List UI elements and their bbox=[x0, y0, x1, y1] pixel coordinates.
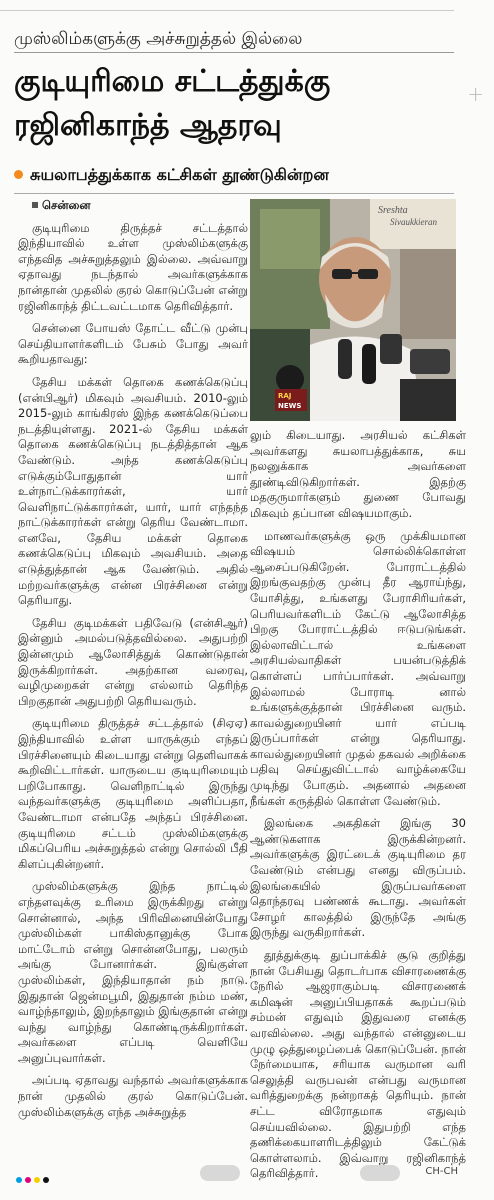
bullet-dot-icon bbox=[14, 170, 23, 179]
paragraph: இலங்கை அகதிகள் இங்கு 30 ஆண்டுகளாக இருக்கின்றனர். அவர்களுக்கு இரட்டைக் குடியுரிமை தர வேண்டும் என்பது எனது விருப்பம். இலங்கையில் இருப்பவர்களை தொந்தரவு பண்ணக் கூடாது. அவர்கள் சோழர் காலத்தில் இருந்தே அங்கு இருந்து வருகிறார்கள். bbox=[250, 816, 466, 940]
headline-line-2: ரஜினிகாந்த் ஆதரவு bbox=[14, 108, 282, 143]
paragraph: சென்னை போயஸ் தோட்ட வீட்டு முன்பு செய்தியாளர்களிடம் பேசும் போது அவர் கூறியதாவது: bbox=[18, 321, 248, 367]
paragraph: குடியுரிமை திருத்தச் சட்டத்தால் (சிஏஏ) இந்தியாவில் உள்ள யாருக்கும் எந்தப் பிரச்சினையும் கிடையாது என்று தெளிவாகக் கூறிவிட்டார்கள். யாருடைய குடியுரிமையும் பறிபோகாது. வெளிநாட்டில் இருந்து வந்தவர்களுக்கு குடியுரிமை அளிப்பதா, வேண்டாமா என்பதே அந்தப் பிரச்சினை. குடியுரிமை சட்டம் முஸ்லிம்களுக்கு மிகப்பெரிய அச்சுறுத்தல் என்று சொல்லி பீதி கிளப்புகின்றனர். bbox=[18, 716, 248, 871]
kicker-line: முஸ்லிம்களுக்கு அச்சுறுத்தல் இல்லை bbox=[14, 26, 454, 53]
black-dot-icon bbox=[43, 1177, 49, 1183]
paragraph: தேசிய மக்கள் தொகை கணக்கெடுப்பு (என்பிஆர்) மிகவும் அவசியம். 2010-லும் 2015-லும் காங்கிரஸ் இந்த கணக்கெடுப்பை நடத்தியுள்ளது. 2021-ல் தேசிய மக்கள் தொகை கணக்கெடுப்பு நடத்தித்தான் ஆக வேண்டும். அந்த கணக்கெடுப்பு எடுக்கும்போதுதான் யார் உள்நாட்டுக்காரர்கள், யார் வெளிநாட்டுக்காரர்கள், யார், யார் எந்தந்த நாட்டுக்காரர்கள் என்று தெரிய வேண்டாமா. எனவே, தேசிய மக்கள் தொகை கணக்கெடுப்பு மிகவும் அவசியம். அதை எடுத்துத்தான் ஆக வேண்டும். அதில் மற்றவர்களுக்கு என்ன பிரச்சினை என்று தெரியாது. bbox=[18, 374, 248, 608]
dateline-text: சென்னை bbox=[42, 198, 91, 212]
mic-label-2: NEWS bbox=[278, 402, 302, 410]
sign-text-2: Sivaukkieran bbox=[390, 217, 437, 227]
registration-mark bbox=[360, 1165, 400, 1181]
paragraph: லும் கிடையாது. அரசியல் கட்சிகள் அவர்களது சுயலாபத்துக்காக, சுய நலனுக்காக அவர்களை தூண்டிவிடுகிறார்கள். இதற்கு மதகுருமார்களும் துணை போவது மிகவும் தப்பான விஷயமாகும். bbox=[250, 428, 466, 520]
plus-icon: + bbox=[467, 82, 484, 106]
headline-line-1: குடியுரிமை சட்டத்துக்கு bbox=[14, 64, 331, 99]
headline bbox=[14, 60, 474, 148]
subheadline-text: சுயலாபத்துக்காக கட்சிகள் தூண்டுகின்றன bbox=[30, 165, 329, 184]
paragraph: தூத்துக்குடி துப்பாக்கிச் சூடு குறித்து நான் பேசியது தொடர்பாக விசாரணைக்கு நேரில் ஆஜராகும்படி விசாரணைக் கமிஷன் அனுப்பியதாகக் கூறப்படும் சம்மன் எதுவும் இதுவரை எனக்கு வரவில்லை. அது வந்தால் என்னுடைய முழு ஒத்துழைப்பைக் கொடுப்பேன். நான் நேர்மையாக, சரியாக வருமான வரி செலுத்தி வருபவன் என்பது வருமான வரித்துறைக்கு நன்றாகத் தெரியும். நான் சட்ட விரோதமாக எதுவும் செய்யவில்லை. இதுபற்றி எந்த தணிக்கையாளரிடத்திலும் கேட்டுக் கொள்ளலாம். இவ்வாறு ரஜினிகாந்த் தெரிவித்தார். bbox=[250, 948, 466, 1181]
paragraph: தேசிய குடிமக்கள் பதிவேடு (என்சிஆர்) இன்னும் அமல்படுத்தவில்லை. அதுபற்றி இன்னமும் ஆலோசித்துக் கொண்டுதான் இருக்கிறார்கள். அதற்கான வரைவு, வழிமுறைகள் என்று எல்லாம் தெரிந்த பிறகுதான் அதுபற்றி தெரியவரும். bbox=[18, 615, 248, 708]
page-code: CH-CH bbox=[425, 1166, 458, 1177]
photo-illustration bbox=[250, 199, 456, 421]
dateline bbox=[18, 198, 248, 214]
color-registration-dots bbox=[16, 1168, 52, 1187]
paragraph: அப்படி ஏதாவது வந்தால் அவர்களுக்காக நான் முதலில் குரல் கொடுப்பேன். முஸ்லிம்களுக்கு எந்த அச்சுறுத்த bbox=[18, 1073, 248, 1119]
registration-mark bbox=[200, 1165, 240, 1181]
subheadline bbox=[14, 160, 474, 190]
magenta-dot-icon bbox=[25, 1177, 31, 1183]
mic-label-1: RAJ bbox=[278, 392, 292, 400]
headline-divider bbox=[14, 193, 454, 194]
paragraph: மாணவர்களுக்கு ஒரு முக்கியமான விஷயம் சொல்லிக்கொள்ள ஆசைப்படுகிறேன். போராட்டத்தில் இறங்குவதற்கு முன்பு தீர ஆராய்ந்து, யோசித்து, உங்களது பேராசிரியர்கள், பெரியவர்களிடம் கேட்டு ஆலோசித்த பிறகு போராட்டத்தில் ஈடுபடுங்கள். இல்லாவிட்டால் உங்களை அரசியல்வாதிகள் பயன்படுத்திக் கொள்ளப் பார்ப்பார்கள். அவ்வாறு இல்லாமல் போராடி னால் உங்களுக்குத்தான் பிரச்சினை வரும். காவல்துறையினர் யார் எப்படி இருப்பார்கள் என்று தெரியாது. காவல்துறையினர் முதல் தகவல் அறிக்கை பதிவு செய்துவிட்டால் வாழ்க்கையே முடிந்து போகும். அதனால் அதனை நீங்கள் கருத்தில் கொள்ள வேண்டும். bbox=[250, 528, 467, 808]
yellow-dot-icon bbox=[34, 1177, 40, 1183]
article-column-left bbox=[18, 198, 248, 1163]
top-rule bbox=[0, 10, 454, 11]
paragraph: முஸ்லிம்களுக்கு இந்த நாட்டில் எந்தளவுக்கு உரிமை இருக்கிறது என்று சொன்னால், அந்த பிரிவினையின்போது முஸ்லிம்கள் பாகிஸ்தானுக்கு போக மாட்டோம் என்று சொன்னபோது, பலரும் அங்கு போனார்கள். இங்குள்ள முஸ்லிம்கள், இந்தியாதான் நம் நாடு. இதுதான் ஜென்மபூமி, இதுதான் நம்ம மண், வாழ்ந்தாலும், இறந்தாலும் இங்குதான் என்று வந்து வாழ்ந்து கொண்டிருக்கிறார்கள். அவர்களை எப்படி வெளியே அனுப்புவார்கள். bbox=[18, 879, 248, 1065]
sign-text-1: Sreshta bbox=[378, 205, 408, 216]
news-photo bbox=[250, 199, 456, 421]
dateline-square-icon bbox=[32, 202, 38, 208]
paragraph: குடியுரிமை திருத்தச் சட்டத்தால் இந்தியாவில் உள்ள முஸ்லிம்களுக்கு எந்தவித அச்சுறுத்தலும் இல்லை. அவ்வாறு ஏதாவது நடந்தால் அவர்களுக்காக நான்தான் முதலில் குரல் கொடுப்பேன் என்று ரஜினிகாந்த் திட்டவட்டமாக தெரிவித்தார். bbox=[18, 220, 248, 313]
cyan-dot-icon bbox=[16, 1177, 22, 1183]
